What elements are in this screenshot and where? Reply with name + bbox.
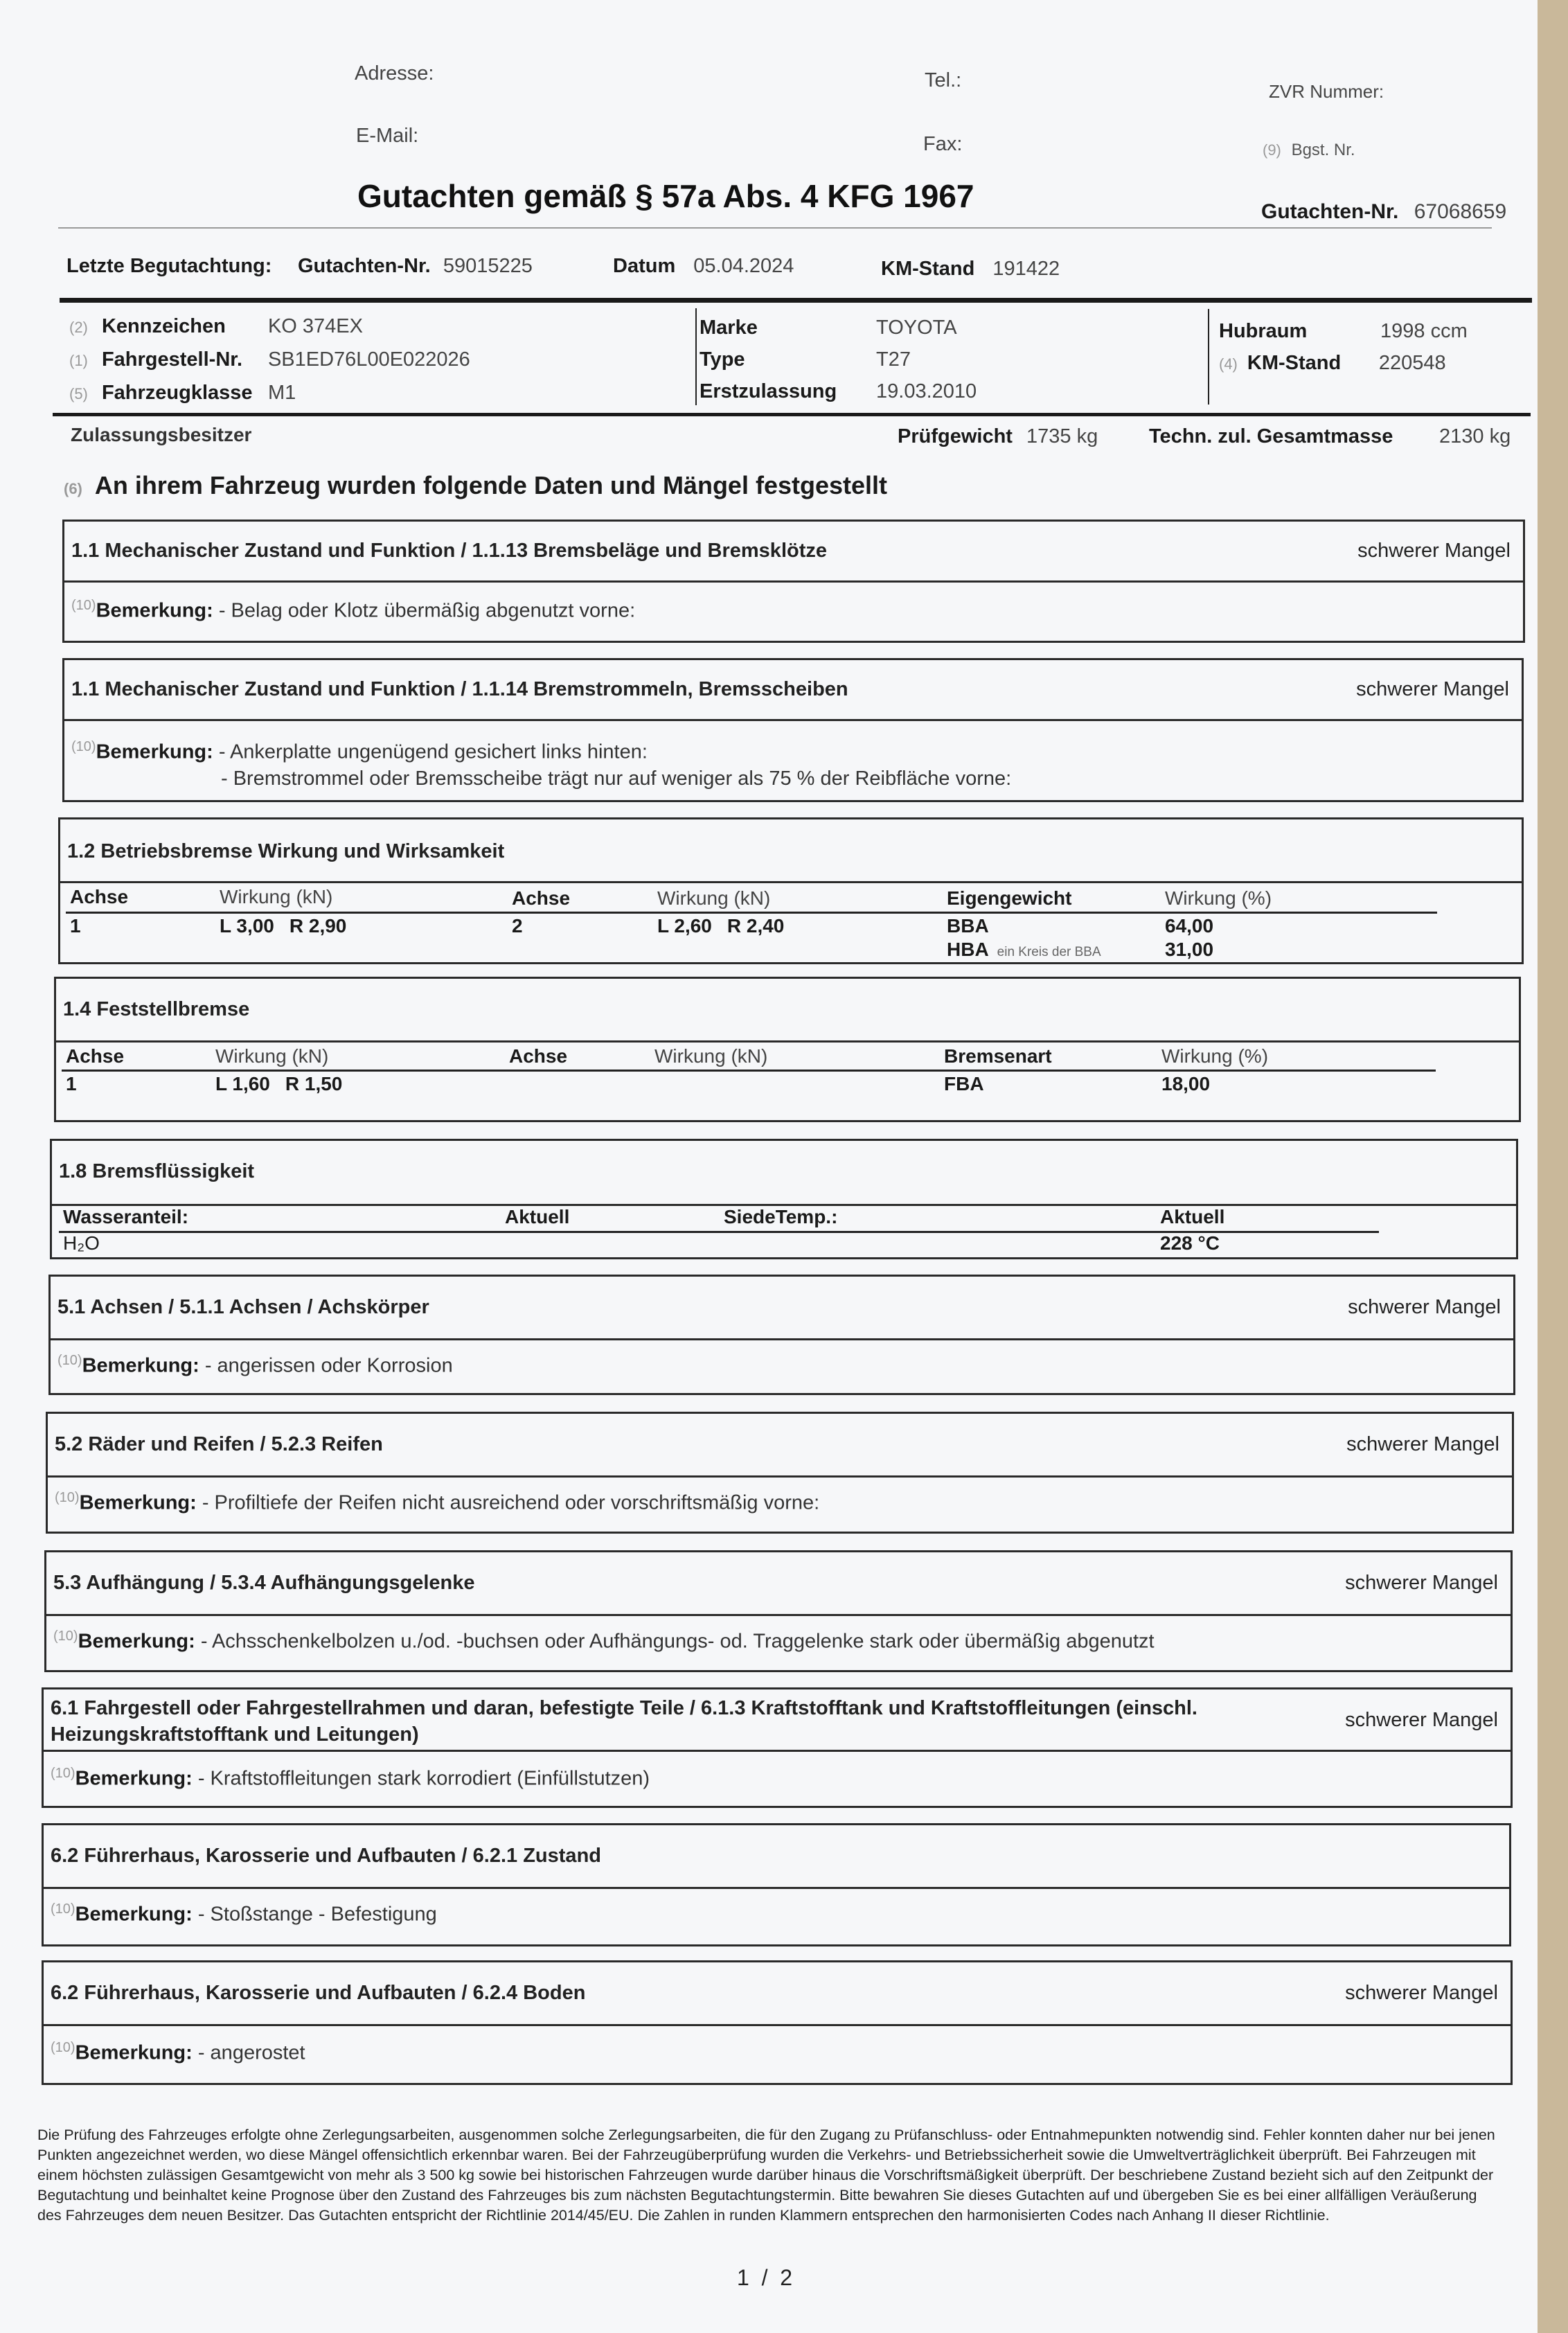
parking-brake-section	[54, 977, 1521, 1122]
bba-label: BBA	[947, 915, 989, 937]
class-code: (5)	[69, 385, 88, 402]
severity-badge: schwerer Mangel	[1345, 1709, 1498, 1731]
displacement-value: 1998 ccm	[1380, 320, 1468, 342]
severity-badge: schwerer Mangel	[1346, 1433, 1499, 1455]
last-km: 191422	[992, 258, 1060, 280]
remark-label: Bemerkung:	[75, 1767, 193, 1790]
defect-title: 6.2 Führerhaus, Karosserie und Aufbauten / 6.2.1 Zustand	[51, 1845, 601, 1867]
remark-label: Bemerkung:	[75, 1903, 193, 1926]
bgst-label: Bgst. Nr.	[1291, 141, 1355, 159]
right-effect: R 2,40	[727, 915, 785, 937]
findings-heading: An ihrem Fahrzeug wurden folgende Daten und Mängel festgestellt	[94, 471, 888, 499]
remark-label: Bemerkung:	[96, 740, 213, 763]
defect-section	[44, 1550, 1513, 1672]
col-pct: Wirkung (%)	[1165, 887, 1272, 909]
last-report-no-label: Gutachten-Nr.	[298, 255, 431, 277]
remark-text: - Belag oder Klotz übermäßig abgenutzt vorne:	[218, 599, 636, 622]
brake-pct: 18,00	[1161, 1073, 1211, 1094]
remark-label: Bemerkung:	[75, 2041, 193, 2064]
document-title: Gutachten gemäß § 57a Abs. 4 KFG 1967	[357, 178, 974, 214]
boil-label: SiedeTemp.:	[724, 1206, 838, 1227]
hba-label: HBA	[947, 939, 989, 960]
remark-text: - Bremstrommel oder Bremsscheibe trägt nur auf weniger als 75 % der Reibfläche vorne:	[221, 767, 1012, 790]
brake-type: FBA	[944, 1073, 984, 1094]
remark-code: (10)	[53, 1629, 78, 1644]
first-registration-value: 19.03.2010	[876, 380, 977, 402]
last-km-label: KM-Stand	[881, 258, 975, 280]
gross-mass-value: 2130 kg	[1439, 425, 1511, 447]
remark-label: Bemerkung:	[79, 1491, 197, 1514]
service-brake-section	[58, 817, 1524, 964]
defect-section	[62, 520, 1525, 643]
plate-code: (2)	[69, 319, 88, 336]
col-axle: Achse	[70, 886, 129, 907]
left-effect: L 2,60	[657, 915, 712, 937]
hba-pct: 31,00	[1165, 939, 1214, 960]
right-effect: R 2,90	[289, 915, 347, 937]
left-effect: L 3,00	[220, 915, 274, 937]
make-label: Marke	[700, 317, 758, 339]
legal-disclaimer: Die Prüfung des Fahrzeuges erfolgte ohne Zerlegungsarbeiten, ausgenommen solche Zerlegungsarbeiten, die für den Zugang zu Prüfanschluss- oder Entnahmepunkten notwendig sind. Fehler konnten daher nur bei jenen Punkten angezeichnet werden, wo diese Mängel offensichtlich erkennbar waren. Bei der Fahrzeugüberprüfung wurden die Verkehrs- und Betriebssicherheit sowie die Umweltverträglichkeit überprüft. Bei Fahrzeugen mit einem höchsten zulässigen Gesamtgewicht von mehr als 3 500 kg sowie bei historischen Fahrzeugen wurde darüber hinaus die Vorschriftsmäßigkeit überprüft. Der beschriebene Zustand bezieht sich auf den Zeitpunkt der Begutachtung und beinhaltet keine Prognose über den Zustand des Fahrzeuges bis zum nächsten Begutachtungstermin. Bitte bewahren Sie dieses Gutachten auf und übergeben Sie es bei einer allfälligen Veräußerung des Fahrzeuges dem neuen Besitzer. Das Gutachten entspricht der Richtlinie 2014/45/EU. Die Zahlen in runden Klammern entsprechen den harmonisierten Codes nach Anhang II dieser Richtlinie.	[37, 2127, 1495, 2224]
fax-label: Fax:	[923, 133, 963, 155]
vin-label: Fahrgestell-Nr.	[101, 348, 243, 371]
defect-title: 5.3 Aufhängung / 5.3.4 Aufhängungsgelenke	[53, 1572, 475, 1594]
gross-mass-label: Techn. zul. Gesamtmasse	[1149, 425, 1393, 447]
water-label: Wasseranteil:	[63, 1206, 189, 1227]
last-date-label: Datum	[613, 255, 676, 277]
hba-note: ein Kreis der BBA	[997, 945, 1101, 959]
remark-label: Bemerkung:	[78, 1630, 195, 1653]
defect-section	[42, 1960, 1513, 2085]
email-label: E-Mail:	[356, 125, 419, 147]
test-weight-value: 1735 kg	[1026, 425, 1098, 447]
defect-title: 1.1 Mechanischer Zustand und Funktion / 1.1.13 Bremsbeläge und Bremsklötze	[71, 540, 827, 562]
remark-code: (10)	[51, 2040, 75, 2055]
h2o-label: H₂O	[63, 1232, 100, 1254]
severity-badge: schwerer Mangel	[1357, 540, 1511, 562]
col-axle: Achse	[66, 1045, 125, 1067]
defect-title: 5.1 Achsen / 5.1.1 Achsen / Achskörper	[57, 1296, 429, 1318]
plate-label: Kennzeichen	[101, 315, 226, 337]
col-axle: Achse	[512, 887, 571, 909]
bgst-code: (9)	[1263, 141, 1281, 159]
defect-section	[48, 1275, 1515, 1395]
col-effect: Wirkung (kN)	[657, 887, 771, 909]
remark-code: (10)	[71, 739, 96, 754]
last-inspection-label: Letzte Begutachtung:	[66, 255, 272, 277]
km-value: 220548	[1378, 352, 1446, 374]
first-registration-label: Erstzulassung	[700, 380, 837, 402]
col-weight: Eigengewicht	[947, 887, 1072, 909]
boil-temp: 228 °C	[1160, 1232, 1220, 1254]
last-report-no: 59015225	[443, 255, 533, 277]
page-number: 1 / 2	[737, 2265, 793, 2290]
remark-text: - angerissen oder Korrosion	[204, 1354, 453, 1377]
remark-text: - Achsschenkelbolzen u./od. -buchsen oder Aufhängungs- od. Traggelenke stark oder übermäßig abgenutzt	[200, 1630, 1155, 1653]
section-title: 1.2 Betriebsbremse Wirkung und Wirksamkeit	[67, 840, 505, 862]
zvr-label: ZVR Nummer:	[1269, 81, 1384, 102]
report-no: 67068659	[1414, 200, 1507, 223]
report-no-label: Gutachten-Nr.	[1261, 200, 1399, 223]
last-date: 05.04.2024	[693, 255, 794, 277]
type-label: Type	[700, 348, 745, 371]
severity-badge: schwerer Mangel	[1348, 1296, 1501, 1318]
axle-value: 1	[66, 1073, 77, 1094]
km-label: KM-Stand	[1247, 352, 1342, 374]
displacement-label: Hubraum	[1219, 320, 1308, 342]
section-title: 1.4 Feststellbremse	[63, 998, 250, 1020]
defect-section	[62, 658, 1524, 802]
defect-section	[42, 1823, 1511, 1946]
owner-label: Zulassungsbesitzer	[71, 424, 252, 445]
defect-section	[46, 1412, 1514, 1534]
section-title: 1.8 Bremsflüssigkeit	[59, 1160, 255, 1182]
defect-title-continued: Heizungskraftstofftank und Leitungen)	[51, 1723, 419, 1746]
class-value: M1	[267, 382, 296, 404]
severity-badge: schwerer Mangel	[1345, 1982, 1498, 2004]
axle-value: 2	[512, 915, 523, 937]
defect-title: 1.1 Mechanischer Zustand und Funktion / 1.1.14 Bremstrommeln, Bremsscheiben	[71, 678, 848, 700]
col-pct: Wirkung (%)	[1161, 1045, 1269, 1067]
remark-code: (10)	[71, 598, 96, 613]
class-label: Fahrzeugklasse	[101, 382, 253, 404]
current-label: Aktuell	[505, 1206, 570, 1227]
remark-code: (10)	[57, 1353, 82, 1368]
remark-code: (10)	[55, 1490, 80, 1505]
severity-badge: schwerer Mangel	[1345, 1572, 1498, 1594]
test-weight-label: Prüfgewicht	[898, 425, 1013, 447]
tel-label: Tel.:	[925, 69, 962, 91]
defect-title: 5.2 Räder und Reifen / 5.2.3 Reifen	[55, 1433, 383, 1455]
remark-label: Bemerkung:	[96, 599, 213, 622]
col-effect: Wirkung (kN)	[220, 886, 333, 907]
address-label: Adresse:	[355, 62, 434, 85]
remark-text: - Kraftstoffleitungen stark korrodiert (Einfüllstutzen)	[197, 1767, 650, 1790]
col-effect: Wirkung (kN)	[654, 1045, 768, 1067]
remark-text: - Profiltiefe der Reifen nicht ausreichend oder vorschriftsmäßig vorne:	[202, 1491, 820, 1514]
type-value: T27	[876, 348, 911, 371]
brake-fluid-section	[50, 1139, 1518, 1259]
col-axle: Achse	[509, 1045, 568, 1067]
defect-title: 6.2 Führerhaus, Karosserie und Aufbauten / 6.2.4 Boden	[51, 1982, 586, 2004]
remark-text: - Stoßstange - Befestigung	[197, 1903, 437, 1926]
severity-badge: schwerer Mangel	[1356, 678, 1509, 700]
km-code: (4)	[1219, 355, 1238, 373]
defect-title: 6.1 Fahrgestell oder Fahrgestellrahmen und daran, befestigte Teile / 6.1.3 Kraftstofftank und Kraftstoffleitungen (einschl.	[51, 1697, 1197, 1719]
vin-value: SB1ED76L00E022026	[267, 348, 470, 371]
vin-code: (1)	[69, 352, 88, 369]
bba-pct: 64,00	[1165, 915, 1214, 937]
plate-value: KO 374EX	[267, 315, 363, 337]
col-type: Bremsenart	[944, 1045, 1052, 1067]
remark-code: (10)	[51, 1766, 75, 1781]
defect-section	[42, 1687, 1513, 1808]
remark-text: - Ankerplatte ungenügend gesichert links hinten:	[218, 740, 648, 763]
remark-code: (10)	[51, 1901, 75, 1917]
col-effect: Wirkung (kN)	[215, 1045, 329, 1067]
make-value: TOYOTA	[876, 317, 957, 339]
remark-label: Bemerkung:	[82, 1354, 199, 1377]
remark-text: - angerostet	[197, 2041, 305, 2064]
axle-value: 1	[70, 915, 81, 937]
current-label: Aktuell	[1160, 1206, 1225, 1227]
findings-code: (6)	[64, 480, 82, 497]
right-effect: R 1,50	[285, 1073, 343, 1094]
left-effect: L 1,60	[215, 1073, 270, 1094]
